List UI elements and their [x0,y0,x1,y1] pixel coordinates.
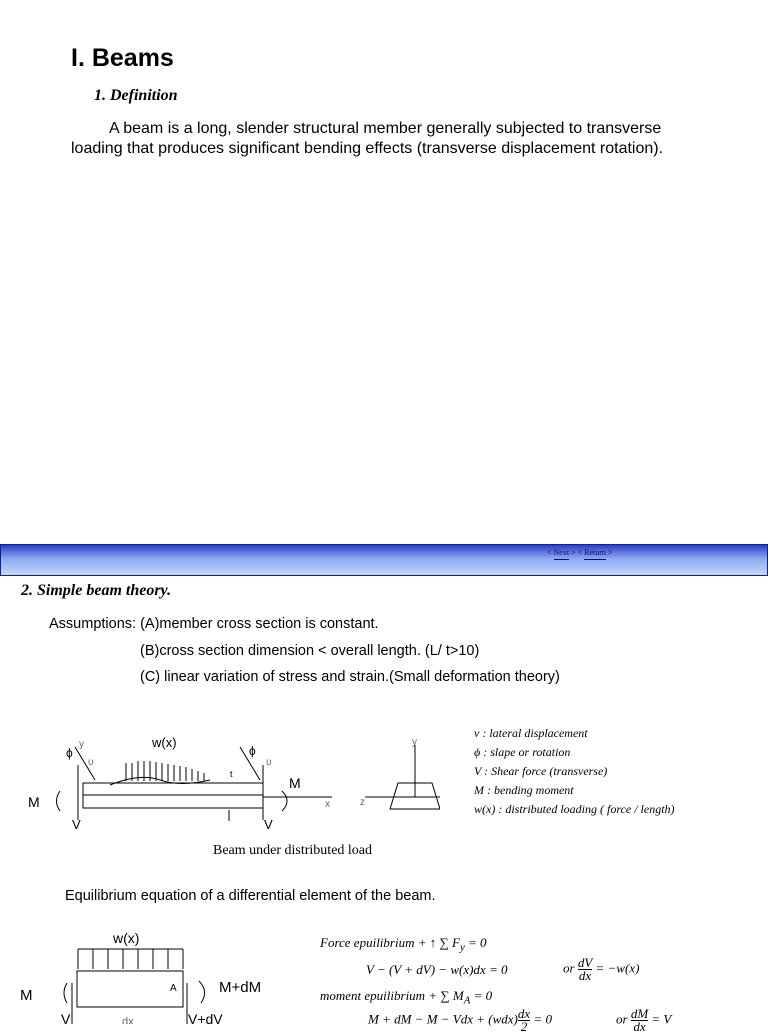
frac-rhs: = V [651,1011,672,1027]
frac-den: dx [633,1019,646,1034]
assumption-b: (B)cross section dimension < overall length. (L/ t>10) [140,643,480,659]
element-v-right: V+dV [188,1011,223,1024]
moment-sum: ∑ M [440,988,464,1003]
right-shear-label: V [264,817,273,832]
cross-y-label: y [412,737,417,748]
element-right-moment-arrow [199,981,205,1003]
v-label: υ [88,757,94,768]
element-m-left: M [20,987,33,1004]
return-link[interactable]: Return [584,548,606,560]
thickness-label: t [230,769,233,779]
element-load-arrows [78,949,183,969]
nav-sep: > < [571,548,583,557]
point-a-label: A [170,983,177,994]
or-text: or [563,960,575,976]
legend-item: ϕ : slape or rotation [474,745,571,759]
assumption-c: (C) linear variation of stress and strain.(Small deformation theory) [140,669,560,685]
element-left-moment-arrow [64,983,67,1003]
frac-rhs: = −w(x) [595,960,640,976]
shear-derivative [563,957,639,982]
left-moment-arrow [57,791,61,811]
frac-den: 2 [520,1019,528,1034]
legend-item: V : Shear force (transverse) [474,764,608,778]
frac-num: dM [630,1006,649,1021]
nav-sep: > [607,548,613,557]
simple-beam-theory-heading: 2. Simple beam theory. [21,582,172,599]
next-link[interactable]: Next [554,548,570,560]
definition-heading: 1. Definition [94,87,178,104]
force-equilibrium-title [320,935,487,954]
nav-links [547,548,612,557]
element-body [77,971,183,1007]
element-v-left: V [61,1011,71,1024]
legend-item: M : bending moment [474,783,574,797]
x-axis-label: x [325,799,330,810]
moment-sub: A [463,994,471,1007]
moment-equilibrium-title [320,988,492,1007]
definition-paragraph: A beam is a long, slender structural member generally subjected to transverse loading that produces significant bending effects (transverse displacement rotation). [71,120,664,157]
or-text: or [616,1011,628,1027]
moment-expression [368,1008,552,1033]
load-label: w(x) [152,735,177,750]
load-curve [110,777,210,785]
load-arrows [126,761,204,781]
right-moment-label: M [289,775,301,791]
element-m-right: M+dM [219,979,262,996]
frac-den: dx [578,968,592,983]
element-diagram [15,925,305,1024]
legend-item: v : lateral displacement [474,726,588,740]
variable-legend [474,724,675,819]
dx-2-fraction [518,1008,530,1033]
left-moment-label: M [28,794,40,810]
y-axis-label: y [79,739,84,750]
frac-num: dx [517,1006,531,1021]
phi-label: ϕ [66,746,73,760]
force-sub: y [459,941,465,954]
v-label-right: υ [266,757,272,768]
force-eq: = 0 [464,935,487,950]
element-load-label: w(x) [113,930,140,946]
element-dx: dx [122,1016,134,1024]
beam-diagram [20,725,440,845]
moment-tail: = 0 [530,1011,552,1027]
moment-title-text: moment epuilibrium + [320,988,438,1003]
right-moment-arrow [282,791,287,811]
z-axis-label: z [360,797,365,808]
legend-item: w(x) : distributed loading ( force / length) [474,802,675,816]
frac-num: dV [577,955,593,970]
force-title-text: Force epuilibrium + ↑ ∑ F [320,935,460,950]
left-shear-label: V [72,817,81,832]
phi-label-right: ϕ [249,744,256,758]
equilibrium-intro: Equilibrium equation of a differential element of the beam. [65,888,436,904]
moment-derivative [616,1008,671,1033]
nav-sep: < [547,548,552,557]
page-title: I. Beams [71,44,174,72]
nav-bar [0,544,768,576]
moment-expr-text: M + dM − M − Vdx + (wdx) [368,1011,518,1027]
dv-dx-fraction [578,957,592,982]
assumption-a: Assumptions: (A)member cross section is constant. [49,616,379,632]
figure-caption: Beam under distributed load [213,843,373,858]
force-expression: V − (V + dV) − w(x)dx = 0 [366,962,508,977]
dm-dx-fraction [631,1008,648,1033]
moment-eq: = 0 [470,988,493,1003]
